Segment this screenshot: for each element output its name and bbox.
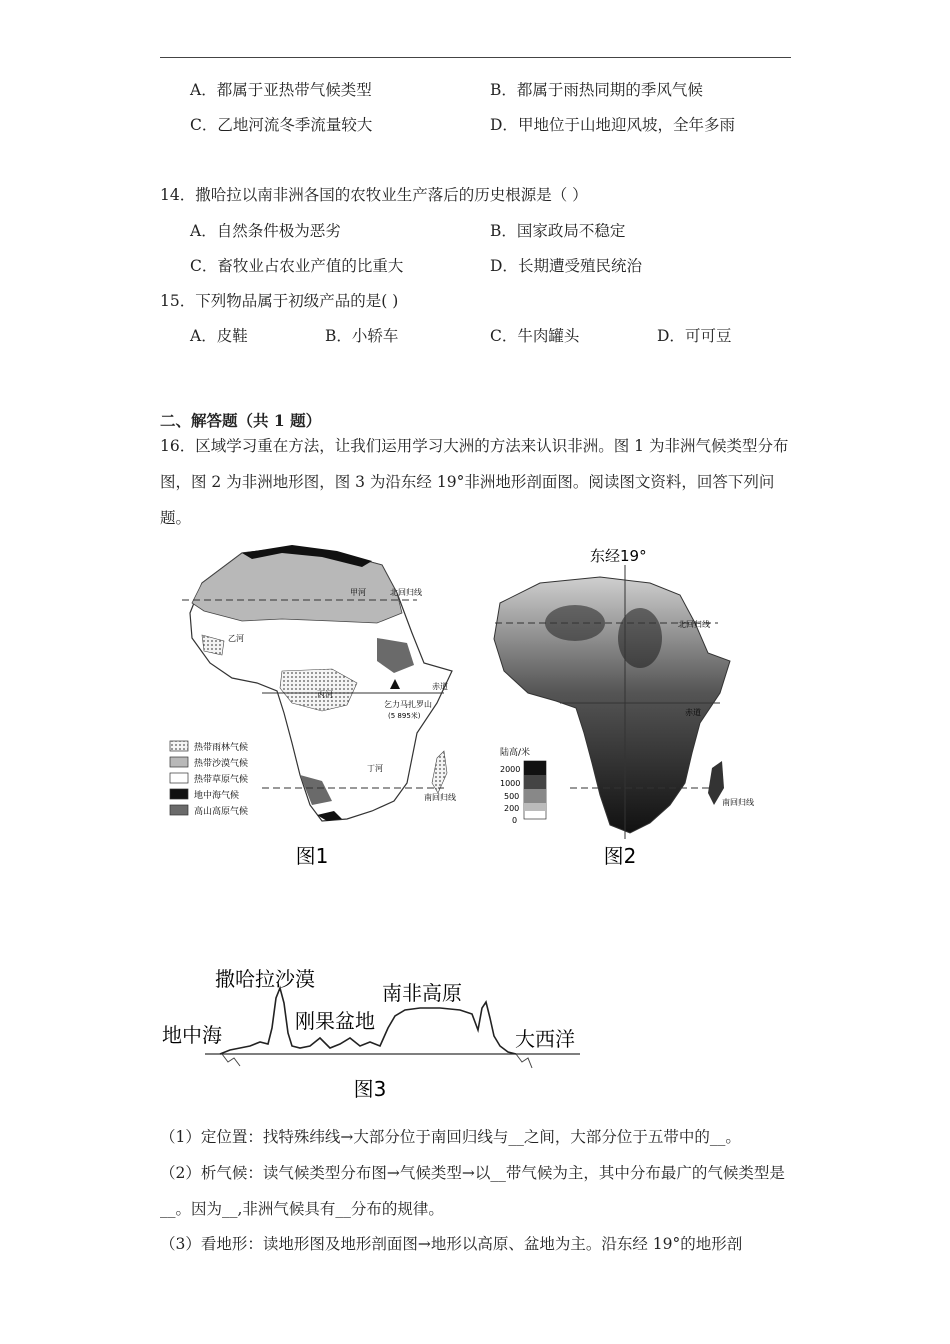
desert-region (192, 547, 402, 623)
legend-swatch-desert (170, 757, 188, 767)
label-yi-river: 乙河 (228, 634, 244, 643)
elevation-legend (500, 746, 546, 825)
elevation-tick-0: 0 (512, 816, 518, 825)
label-mountain-height: (5 895米) (388, 712, 421, 720)
label-mediterranean: 地中海 (162, 1023, 222, 1047)
figure-1-climate-map (162, 543, 472, 871)
q13-option-c[interactable]: C．乙地河流冬季流量较大 (190, 116, 373, 134)
q16-sub2: （2）析气候：读气候类型分布图→气候类型→以__带气候为主，其中分布最广的气候类型是__。因为__,非洲气候具有__分布的规律。 (160, 1164, 785, 1218)
climate-legend (170, 741, 248, 817)
q16-stem: 16．区域学习重在方法，让我们运用学习大洲的方法来认识非洲。图 1 为非洲气候类型分布图，图 2 为非洲地形图，图 3 为沿东经 19°非洲地形剖面图。阅读图文资料，回答下列问题。 (160, 437, 789, 527)
meridian-label: 东经19° (590, 547, 647, 565)
legend-swatch-rainforest (170, 741, 188, 751)
q14-stem: 14．撒哈拉以南非洲各国的农牧业生产落后的历史根源是（ ） (160, 186, 588, 204)
q13-option-a[interactable]: A．都属于亚热带气候类型 (190, 81, 372, 99)
label-bing-river: 丙河 (317, 690, 333, 699)
elevation-tick-2000: 2000 (500, 765, 521, 774)
label-jia-river: 甲河 (350, 588, 366, 597)
q16-sub1: （1）定位置：找特殊纬线→大部分位于南回归线与__之间，大部分位于五带中的__。 (160, 1128, 741, 1146)
section-title: 二、解答题（共 1 题） (160, 411, 322, 430)
q14-option-d[interactable]: D．长期遭受殖民统治 (490, 257, 642, 275)
elevation-tick-200: 200 (504, 804, 520, 813)
q13-option-b[interactable]: B．都属于雨热同期的季风气候 (490, 81, 703, 99)
elevation-legend-title: 陆高/米 (500, 748, 531, 758)
label-ding-river: 丁河 (367, 764, 383, 773)
elevation-tick-1000: 1000 (500, 779, 521, 788)
legend-label-desert: 热带沙漠气候 (194, 759, 249, 769)
figure-3-profile (160, 958, 600, 1108)
figure-1-caption: 图1 (295, 844, 329, 868)
header-rule (160, 57, 791, 58)
figure-2-caption: 图2 (603, 844, 637, 868)
q14-option-b[interactable]: B．国家政局不稳定 (490, 222, 626, 240)
madagascar-rainforest (432, 751, 447, 793)
legend-swatch-highland (170, 805, 188, 815)
fig2-label-south-tropic: 南回归线 (722, 798, 754, 807)
legend-label-savanna: 热带草原气候 (194, 775, 249, 785)
q16-sub3: （3）看地形：读地形图及地形剖面图→地形以高原、盆地为主。沿东经 19°的地形剖 (160, 1235, 743, 1253)
q15-option-d[interactable]: D．可可豆 (657, 327, 732, 345)
q15-option-b[interactable]: B．小轿车 (325, 327, 399, 345)
label-sahara: 撒哈拉沙漠 (215, 967, 315, 991)
q13-option-d[interactable]: D．甲地位于山地迎风坡，全年多雨 (490, 116, 735, 134)
label-atlantic: 大西洋 (515, 1027, 575, 1051)
q15-option-c[interactable]: C．牛肉罐头 (490, 327, 580, 345)
label-south-plateau: 南非高原 (382, 981, 462, 1005)
fig2-label-equator: 赤道 (685, 708, 701, 717)
q14-option-c[interactable]: C．畜牧业占农业产值的比重大 (190, 257, 404, 275)
legend-label-highland: 高山高原气候 (194, 807, 249, 817)
fig2-label-north-tropic: 北回归线 (678, 620, 710, 629)
legend-swatch-savanna (170, 773, 188, 783)
q15-stem: 15．下列物品属于初级产品的是( ) (160, 292, 399, 310)
legend-swatch-mediterranean (170, 789, 188, 799)
legend-label-rainforest: 热带雨林气候 (194, 743, 249, 753)
label-mountain: 乞力马扎罗山 (384, 700, 432, 709)
label-north-tropic: 北回归线 (390, 588, 422, 597)
label-equator: 赤道 (432, 682, 448, 691)
q15-option-a[interactable]: A．皮鞋 (190, 327, 248, 345)
label-congo-basin: 刚果盆地 (295, 1009, 375, 1033)
figure-2-terrain-map (480, 543, 775, 871)
elevation-tick-500: 500 (504, 792, 520, 801)
figure-3-caption: 图3 (353, 1077, 387, 1101)
label-south-tropic: 南回归线 (424, 793, 456, 802)
q14-option-a[interactable]: A．自然条件极为恶劣 (190, 222, 341, 240)
legend-label-mediterranean: 地中海气候 (194, 791, 240, 801)
